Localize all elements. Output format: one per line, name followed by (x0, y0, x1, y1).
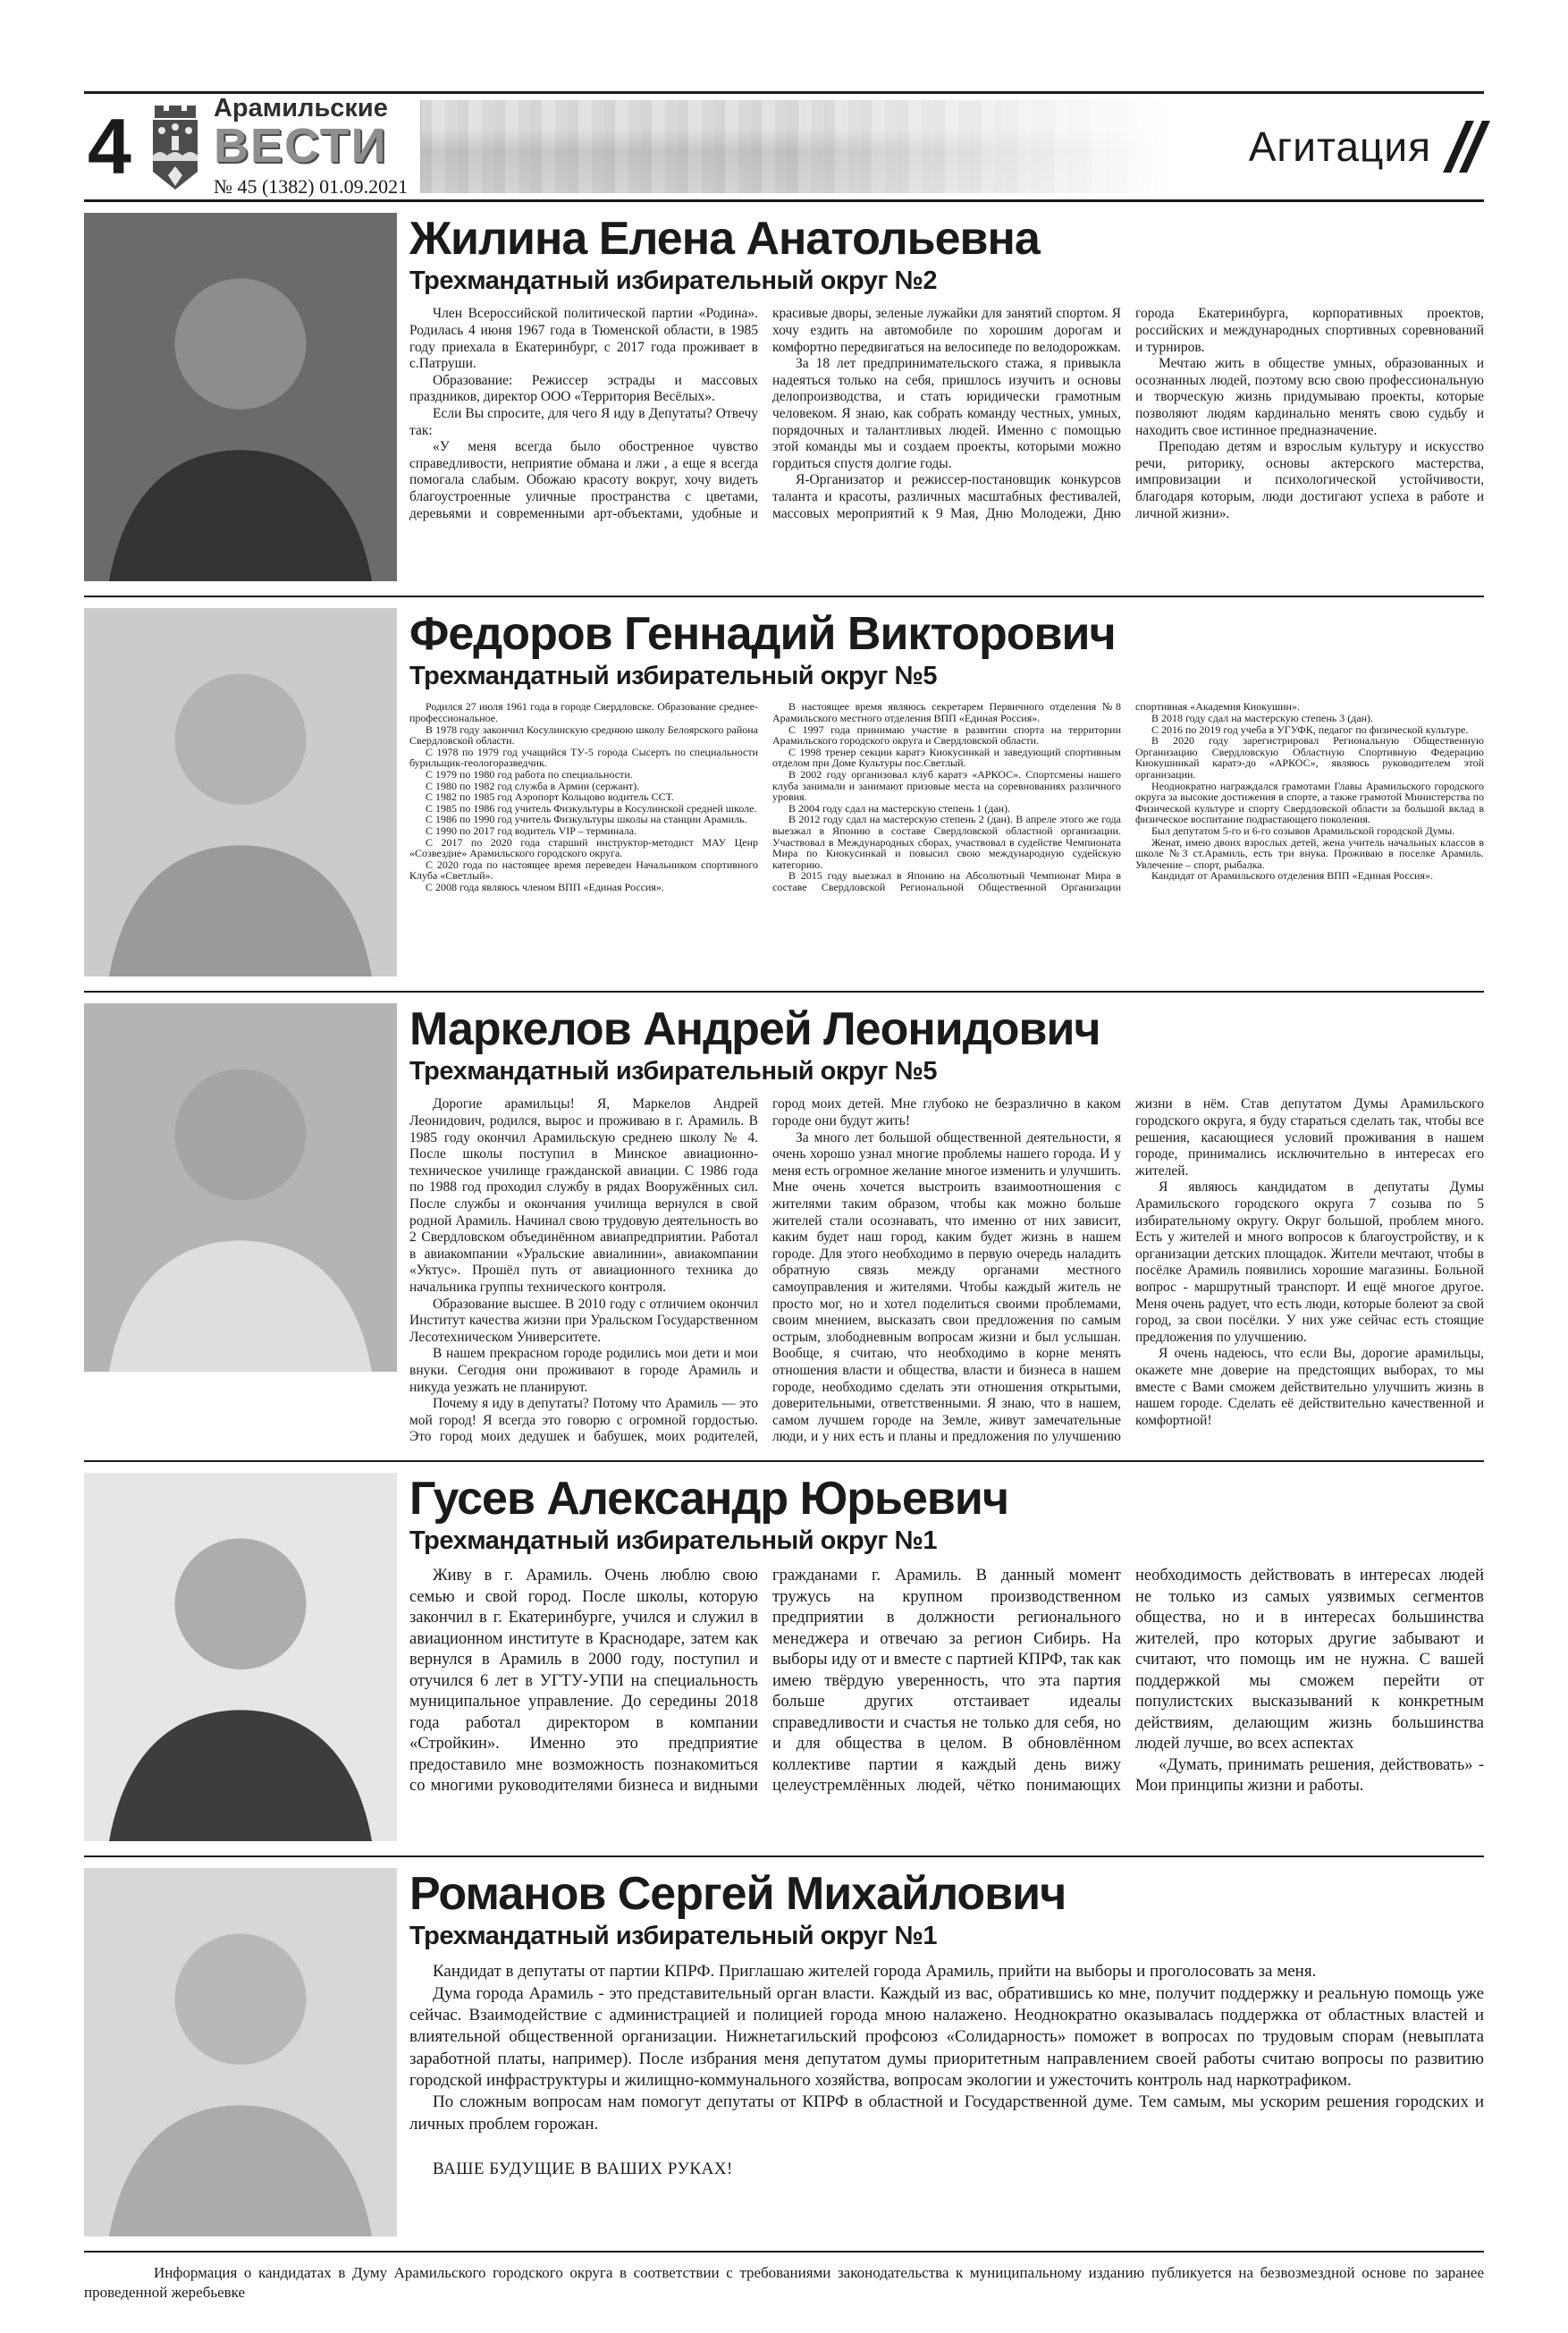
candidate-bio: Член Всероссийской политической партии «Родина». Родилась 4 июня 1967 года в Тюменской области, в 1985 году приехала в Екатеринбург, с 2017 года проживает в с.Патруши. Образование: Режиссер эстрады и массовых праздников, директор ООО «Территория Весёлых». Если Вы спросите, для чего Я иду в Депутаты? Отвечу так: «У меня всегда было обостренное чувство справедливости, неприятие обмана и лжи , а еще я всегда помогала слабым. Обожаю красоту вокруг, хочу видеть благоустроенные уличные пространства с цветами, деревьями и современными арт-объектами, удобные и красивые дворы, зеленые лужайки для занятий спортом. Я хочу ездить на автомобиле по хорошим дорогам и комфортно передвигаться на велосипеде по велодорожкам. За 18 лет предпринимательского стажа, я привыкла надеяться только на себя, пришлось изучить и основы делопроизводства, и стать юридически грамотным человеком. Я знаю, как собрать команду честных, умных, порядочных и талантливых людей. Именно с помощью этой команды мы и создаем проекты, которыми можно гордиться спустя долгие годы. Я-Организатор и режиссер-постановщик конкурсов таланта и красоты, различных масштабных фестивалей, массовых мероприятий к 9 Мая, Дню Молодежи, Дню города Екатеринбурга, корпоративных проектов, российских и международных спортивных соревнований и турниров. Мечтаю жить в обществе умных, образованных и осознанных людей, поэтому всю свою профессиональную и творческую жизнь придумываю проекты, которые позволяют людям кардинально менять свою судьбу и находить свое истинное предназначение. Преподаю детям и взрослым культуру и искусство речи, риторику, основы актерского мастерства, импровизации и психологической устойчивости, благодаря которым, люди достигают успеха в работе и личной жизни». (409, 306, 1484, 521)
candidate-section-romanov (84, 1855, 1484, 2251)
footer-note: Информация о кандидатах в Думу Арамильского городского округа в соответствии с требованиями законодательства к муниципальному изданию публикуется на безвозмездной основе по заранее проведенной жеребьевке (84, 2263, 1484, 2302)
newspaper-name-top: Арамильские (213, 93, 388, 123)
candidate-name: Романов Сергей Михайлович (409, 1867, 1066, 1920)
candidate-district: Трехмандатный избирательный округ №5 (409, 661, 937, 690)
portrait-placeholder-image (84, 1003, 397, 1372)
page-footer (84, 2251, 1484, 2333)
candidate-photo (84, 213, 397, 581)
double-slash-icon (1454, 121, 1479, 173)
candidate-bio: Дорогие арамильцы! Я, Маркелов Андрей Леонидович, родился, вырос и проживаю в г. Арамиль. В 1985 году окончил Арамильскую среднею школу № 4. После школы поступил в Минское авиационно-техническое училище гражданской авиации. С 1986 года по 1988 год проходил службу в рядах Вооружённых сил. После службы и окончания училища вернулся в свой родной Арамиль. Начинал свою трудовую деятельность во 2 Свердловском объединённом авиапредприятии. Работал в авиакомпании «Уральские авиалинии», авиакомпании «Уктус». Прошёл путь от авиационного техника до начальника группы технического контроля. Образование высшее. В 2010 году с отличием окончил Институт качества жизни при Уральском Государственном Лесотехническом Университете. В нашем прекрасном городе родились мои дети и мои внуки. Сегодня они проживают в городе Арамиль и никуда уезжать не планируют. Почему я иду в депутаты? Потому что Арамиль — это мой город! Я всегда это говорю с огромной гордостью. Это город моих дедушек и бабушек, моих родителей, город моих детей. Мне глубоко не безразлично в каком городе они будут жить! За много лет большой общественной деятельности, я очень хорошо узнал многие проблемы нашего города. И у меня есть огромное желание многое изменить и улучшить. Мне очень хочется выстроить взаимоотношения с жителями таким образом, чтобы как можно больше жителей стали осознавать, что именно от них зависит, каким будет наш город, каким будет жизнь в нашем городе. Для этого необходимо в первую очередь наладить обратную связь между органами местного самоуправления и жителями. Чтобы каждый житель не просто мог, но и хотел поделиться своими проблемами, своим мнением, высказать свои предложения по самым острым, злободневным вопросам жизни и был услышан. Вообще, я считаю, что необходимо в корне менять отношения власти и общества, власти и бизнеса в нашем городе, необходимо сделать эти отношения открытыми, доверительными, ответственными. Я знаю, что в нашем, самом лучшем городе на Земле, живут замечательные люди, и у них есть и планы и предложения по улучшению жизни в нём. Став депутатом Думы Арамильского городского округа, я буду стараться сделать так, чтобы все решения, касающиеся условий проживания в нашем городе, принимались исключительно в интересах его жителей. Я являюсь кандидатом в депутаты Думы Арамильского городского округа 7 созыва по 5 избирательному округу. Округ большой, проблем много. Есть у жителей и много вопросов к благоустройству, и к организации детских площадок. Жители мечтают, чтобы в посёлке Арамиль появились хорошие магазины. Больной вопрос - маршрутный транспорт. И ещё многое другое. Меня очень радует, что есть люди, которые болеют за свой город, за свои посёлки. У них уже сейчас есть стоящие предложения по улучшению. Я очень надеюсь, что если Вы, дорогие арамильцы, окажете мне доверие на предстоящих выборах, то мы вместе с Вами сможем действительно улучшить жизнь в нашем городе. Сделать её действительно качественной и комфортной! (409, 1096, 1484, 1445)
candidate-name: Гусев Александр Юрьевич (409, 1472, 1009, 1525)
candidate-bio: Живу в г. Арамиль. Очень люблю свою семью и свой город. После школы, которую закончил в г. Екатеринбурге, учился и служил в авиационном институте в Краснодаре, затем как вернулся в Арамиль в 2000 году, поступил и отучился 6 лет в УГТУ-УПИ на специальность муниципальное управление. До середины 2018 года работал директором в компании «Стройкин». Именно это предприятие предоставило мне возможность познакомиться со многими руководителями бизнеса и видными гражданами г. Арамиль. В данный момент тружусь на крупном производственном предприятии в должности регионального менеджера и отвечаю за регион Сибирь. На выборы иду от и вместе с партией КПРФ, так как имею твёрдую уверенность, что эта партия больше других отстаивает идеалы справедливости и счастья не только для себя, но и для общества в целом. В обновлённом коллективе партии я каждый день вижу целеустремлённых людей, чётко понимающих необходимость действовать в интересах людей не только из самых уязвимых сегментов общества, но и в интересах большинства жителей, про которых другие забывают и считают, что помощь им не нужна. С вашей поддержкой мы сможем перейти от популистских высказываний к конкретным действиям, делающим жизнь большинства людей лучше, во всех аспектах «Думать, принимать решения, действовать» - Мои принципы жизни и работы. (409, 1567, 1484, 1796)
candidate-section-gusev (84, 1460, 1484, 1855)
candidate-bio: Родился 27 июля 1961 года в городе Свердловске. Образование среднее-профессиональное. В 1978 году закончил Косулинскую среднюю школу Белоярского района Свердловской области. С 1978 по 1979 год учащийся ТУ-5 города Сысерть по специальности бурильщик-геологоразведчик. С 1979 по 1980 год работа по специальности. С 1980 по 1982 год служба в Армии (сержант). С 1982 по 1985 год Аэропорт Кольцово водитель ССТ. С 1985 по 1986 год учитель Физкультуры в Косулинской средней школе. С 1986 по 1990 год учитель Физкультуры школы на станции Арамиль. С 1990 по 2017 год водитель VIP – терминала. С 2017 по 2020 года старший инструктор-методист МАУ Ценр «Созвездие» Арамильского городского округа. С 2020 года по настоящее время переведен Начальником спортивного Клуба «Светлый». С 2008 года являюсь членом ВПП «Единая Россия». В настоящее время являюсь секретарем Первичного отделения №8 Арамильского местного отделения ВПП «Единая Россия». С 1997 года принимаю участие в развитии спорта на территории Арамильского городского округа и Свердловской области. С 1998 тренер секции каратэ Киокусинкай и заведующий спортивным отделом при Доме Культуры пос.Светлый. В 2002 году организовал клуб каратэ «АРКОС». Спортсмены нашего клуба занимали и занимают призовые места на соревнованиях различного уровня. В 2004 году сдал на мастерскую степень 1 (дан). В 2012 году сдал на мастерскую степень 2 (дан). В апреле этого же года выезжал в Японию в составе Свердловской областной организации. Участвовал в Международных сборах, участвовал в судействе Чемпионата Мира по Киокусинкай и повысил свою международную судейскую категорию. В 2015 году выезжал в Японию на Абсолютный Чемпионат Мира в составе Свердловской Региональной Общественной Организации спортивная «Академия Киокушин». В 2018 году сдал на мастерскую степень 3 (дан). С 2016 по 2019 год учеба в УГУФК, педагог по физической культуре. В 2020 году зарегистрировал Региональную Общественную Организацию Свердловскую Областную Спортивную Федерацию Киокушинкай каратэ-до «АРКОС», являюсь руководителем этой организации. Неоднократно награждался грамотами Главы Арамильского городского округа за высокие достижения в спорте, а также грамотой Министерства по Физической культуре и спорту Свердловской области за большой вклад в физическое воспитание подрастающего поколения. Был депутатом 5-го и 6-го созывов Арамильской городской Думы. Женат, имею двоих взрослых детей, жена учитель начальных классов в школе №3 ст.Арамиль, есть три внука. Проживаю в поселке Арамиль. Увлечение – спорт, рыбалка. Кандидат от Арамильского отделения ВПП «Единая Россия». (409, 700, 1484, 893)
candidate-photo (84, 1868, 397, 2236)
portrait-placeholder-image (84, 1868, 397, 2236)
issue-info: № 45 (1382) 01.09.2021 (213, 174, 409, 198)
candidate-photo (84, 1003, 397, 1372)
candidate-district: Трехмандатный избирательный округ №1 (409, 1921, 937, 1950)
portrait-placeholder-image (84, 608, 397, 976)
page-number: 4 (88, 102, 131, 190)
rubric (1249, 121, 1484, 173)
newspaper-logo (213, 93, 409, 199)
city-panorama-image (420, 100, 1233, 193)
portrait-placeholder-image (84, 213, 397, 581)
candidate-bio: Кандидат в депутаты от партии КПРФ. Приглашаю жителей города Арамиль, прийти на выборы и проголосовать за меня. Дума города Арамиль - это представительный орган власти. Каждый из вас, обратившись ко мне, получит поддержку и реальную помощь уже сейчас. Взаимодействие с администрацией и полицией города мною налажено. Неоднократно оказывалась поддержка от областных властей и влиятельной общественной организации. Нижнетагильский профсоюз «Солидарность» поможет в вопросах по трудовым спорам (невыплата заработной платы, например). После избрания меня депутатом думы приоритетным направлением своей работы считаю вопросы по развитию городской инфраструктуры и жилищно-коммунального хозяйства, вопросам экологии и ужесточить контроль над наркотрафиком. По сложным вопросам нам помогут депутаты от КПРФ в областной и Государственной думе. Тем самым, мы ускорим решения городских и личных проблем горожан. ВАШЕ БУДУЩИЕ В ВАШИХ РУКАХ! (409, 1962, 1484, 2178)
rubric-label: Агитация (1248, 123, 1431, 170)
candidate-section-markelov (84, 991, 1484, 1460)
candidate-photo (84, 1473, 397, 1841)
masthead (84, 91, 1484, 202)
coat-of-arms-icon (146, 104, 205, 190)
portrait-placeholder-image (84, 1473, 397, 1841)
candidate-district: Трехмандатный избирательный округ №2 (409, 266, 937, 295)
candidate-district: Трехмандатный избирательный округ №1 (409, 1526, 937, 1555)
newspaper-page (84, 0, 1484, 2333)
candidate-district: Трехмандатный избирательный округ №5 (409, 1056, 937, 1086)
candidate-name: Федоров Геннадий Викторович (409, 608, 1116, 660)
candidate-photo (84, 608, 397, 976)
candidate-name: Маркелов Андрей Леонидович (409, 1003, 1100, 1055)
candidate-section-fedorov (84, 596, 1484, 991)
newspaper-name-main: ВЕСТИ (213, 118, 388, 173)
candidate-section-zhilina (84, 202, 1484, 596)
candidate-name: Жилина Елена Анатольевна (409, 213, 1040, 265)
